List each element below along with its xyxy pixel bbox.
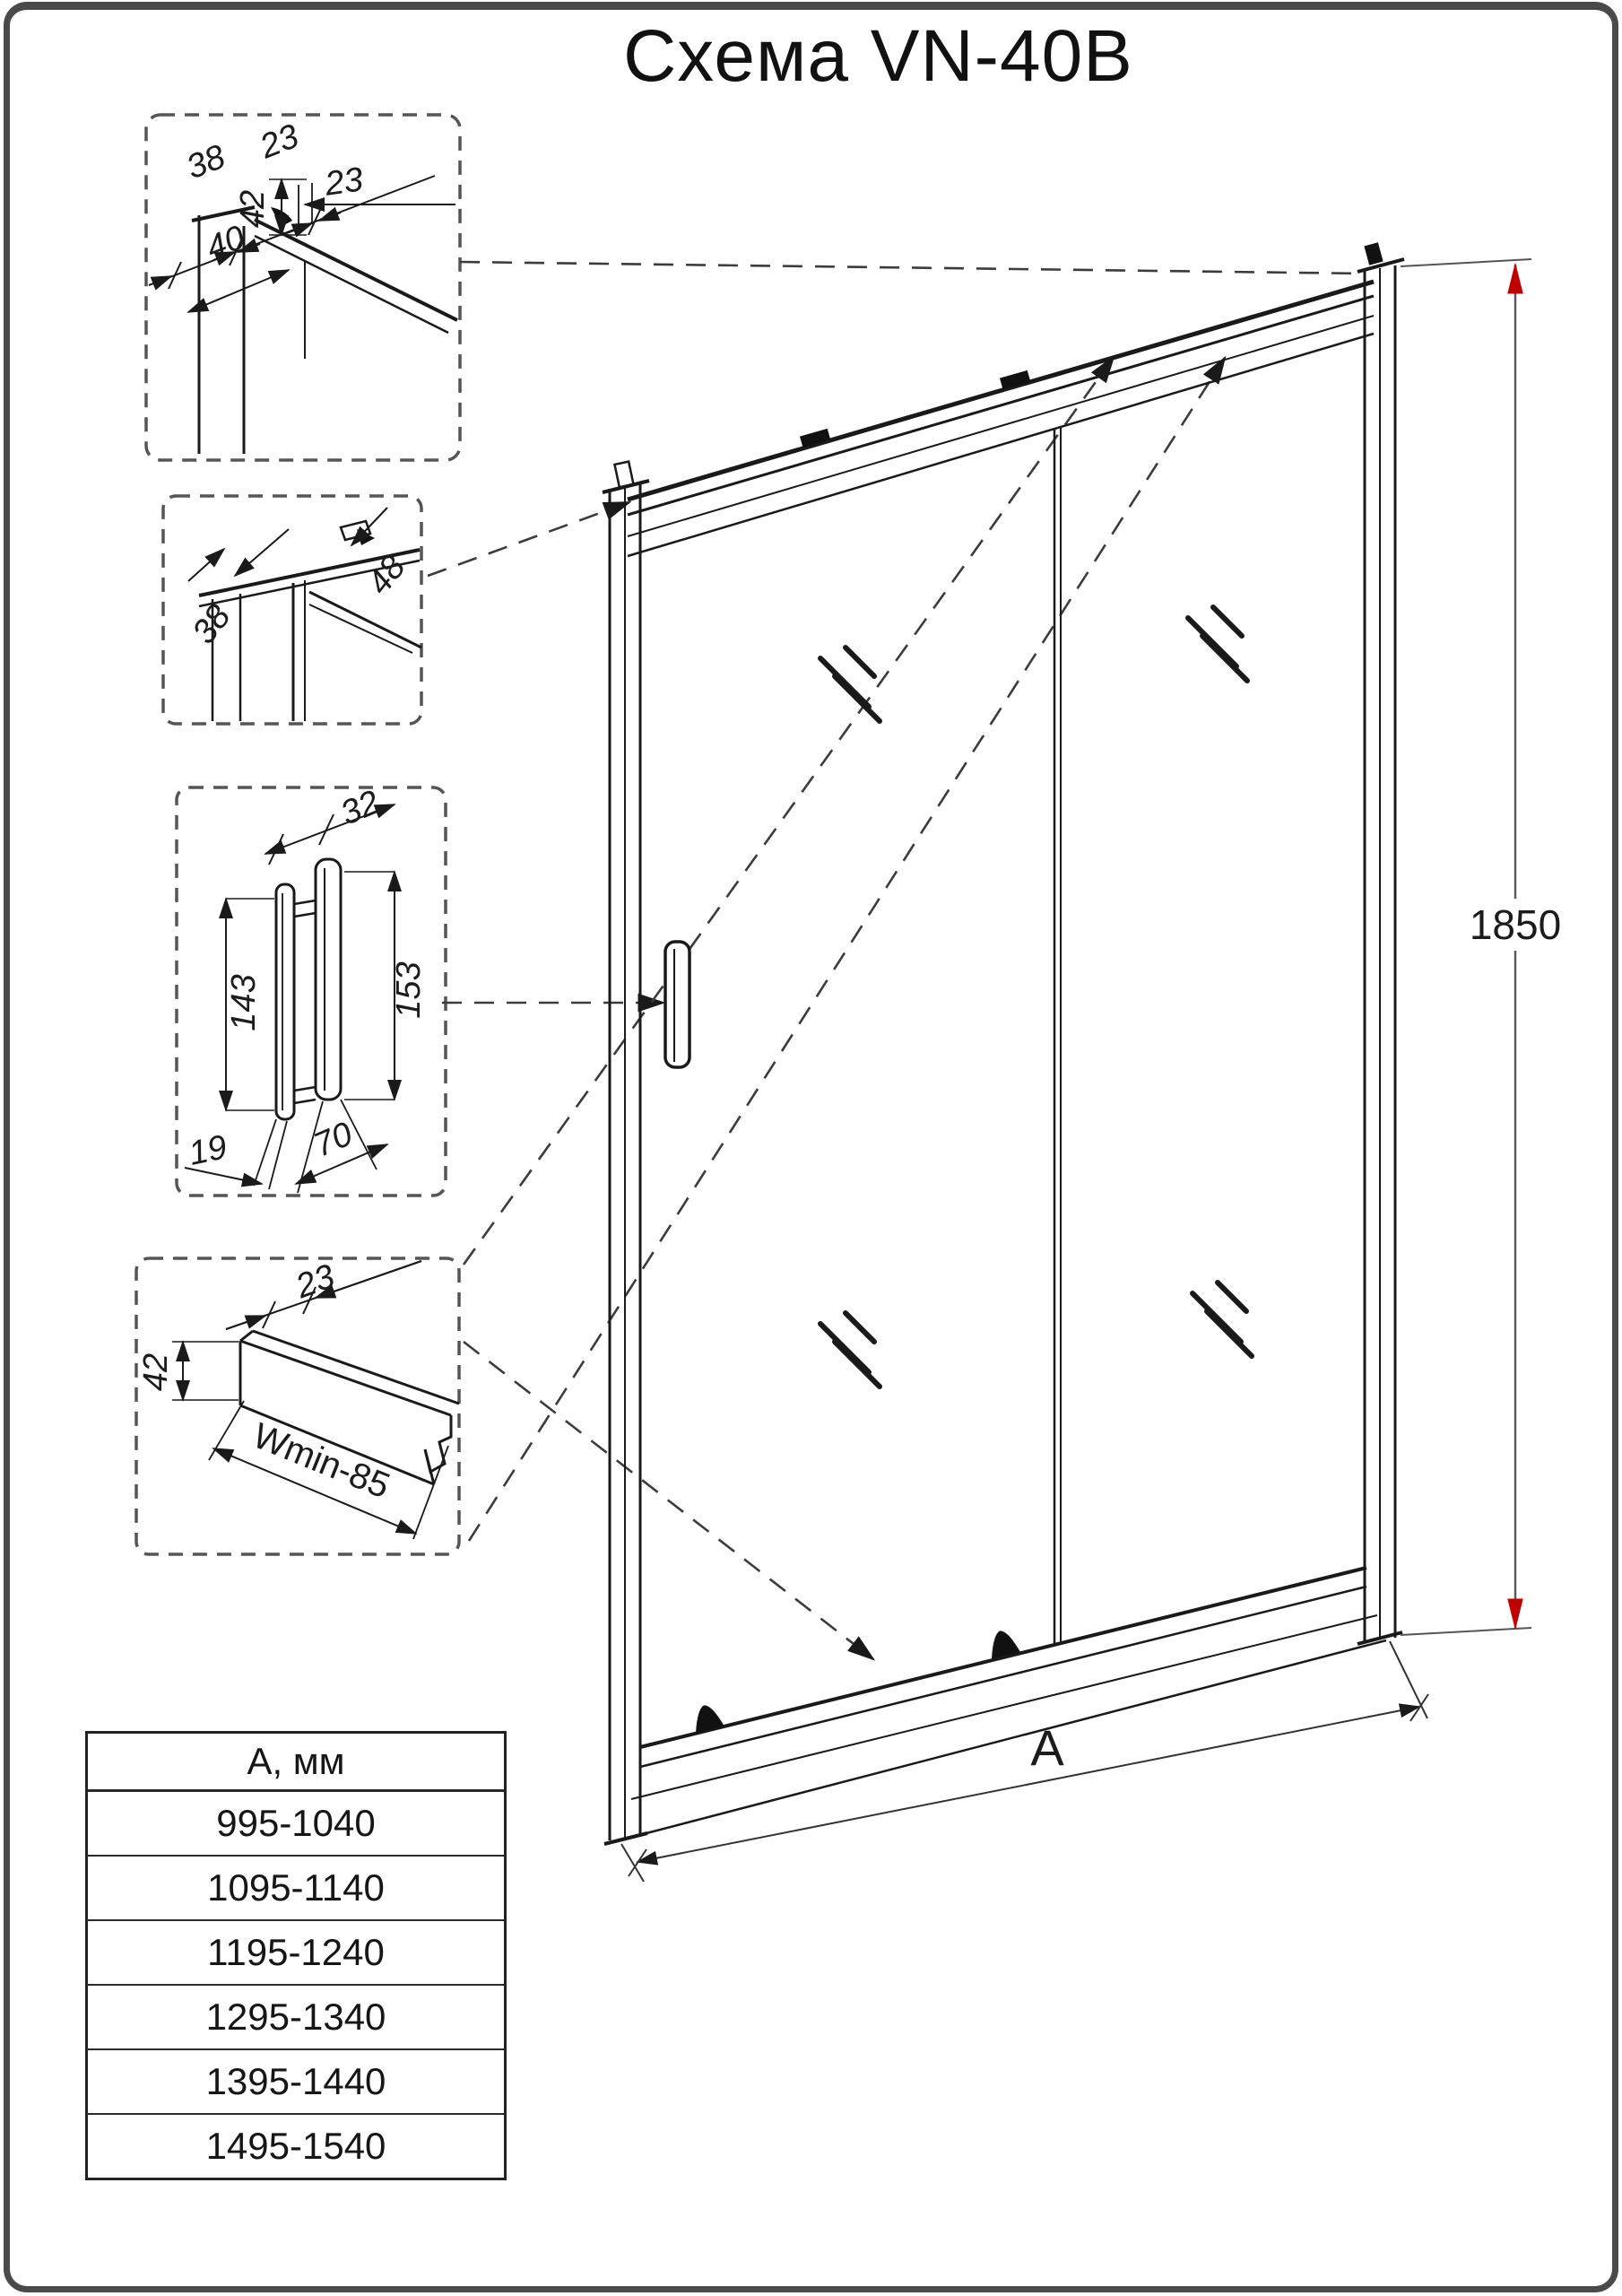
dim-42-bottom: 42 bbox=[137, 1352, 175, 1392]
door-height-label: 1850 bbox=[1469, 901, 1562, 948]
detail-handle bbox=[177, 783, 446, 1196]
table-row: 995-1040 bbox=[88, 1792, 504, 1857]
size-table-header: А, мм bbox=[88, 1734, 504, 1792]
dim-19-handle: 19 bbox=[185, 1128, 230, 1173]
dim-153-handle: 153 bbox=[390, 961, 428, 1019]
door-width-label: A bbox=[1030, 1719, 1064, 1776]
leader-lines bbox=[428, 262, 1366, 1659]
dim-48-rail: 48 bbox=[360, 548, 413, 602]
dim-23-bottom: 23 bbox=[291, 1257, 340, 1307]
door-handle bbox=[665, 942, 690, 1067]
table-row: 1495-1540 bbox=[205, 2125, 386, 2167]
table-row: 1095-1140 bbox=[88, 1857, 504, 1921]
dim-32-handle: 32 bbox=[334, 783, 386, 833]
detail-box-outline bbox=[136, 1258, 459, 1554]
height-dimension bbox=[1401, 259, 1569, 1635]
shower-door-drawing bbox=[603, 242, 1404, 1844]
table-row: 1295-1340 bbox=[88, 1986, 504, 2050]
dim-143-handle: 143 bbox=[225, 974, 263, 1031]
dim-23-corner-side: 23 bbox=[322, 161, 366, 204]
detail-top-corner bbox=[146, 115, 460, 460]
size-table bbox=[85, 1731, 507, 2180]
detail-top-rail bbox=[163, 496, 421, 724]
dim-40-corner: 40 bbox=[201, 218, 250, 268]
dim-70-handle: 70 bbox=[308, 1115, 359, 1165]
detail-bottom-profile bbox=[136, 1257, 459, 1554]
width-dimension bbox=[621, 1641, 1428, 1882]
table-row: 1395-1440 bbox=[88, 2050, 504, 2115]
page-title: Схема VN-40B bbox=[623, 15, 1133, 97]
dim-wmin85-bottom: Wmin-85 bbox=[247, 1415, 395, 1507]
dim-38-corner: 38 bbox=[181, 137, 230, 187]
dim-38-rail: 38 bbox=[185, 597, 239, 651]
dim-23-corner-top: 23 bbox=[255, 117, 304, 167]
table-row: 1195-1240 bbox=[88, 1921, 504, 1986]
dim-42-corner: 42 bbox=[234, 189, 272, 229]
